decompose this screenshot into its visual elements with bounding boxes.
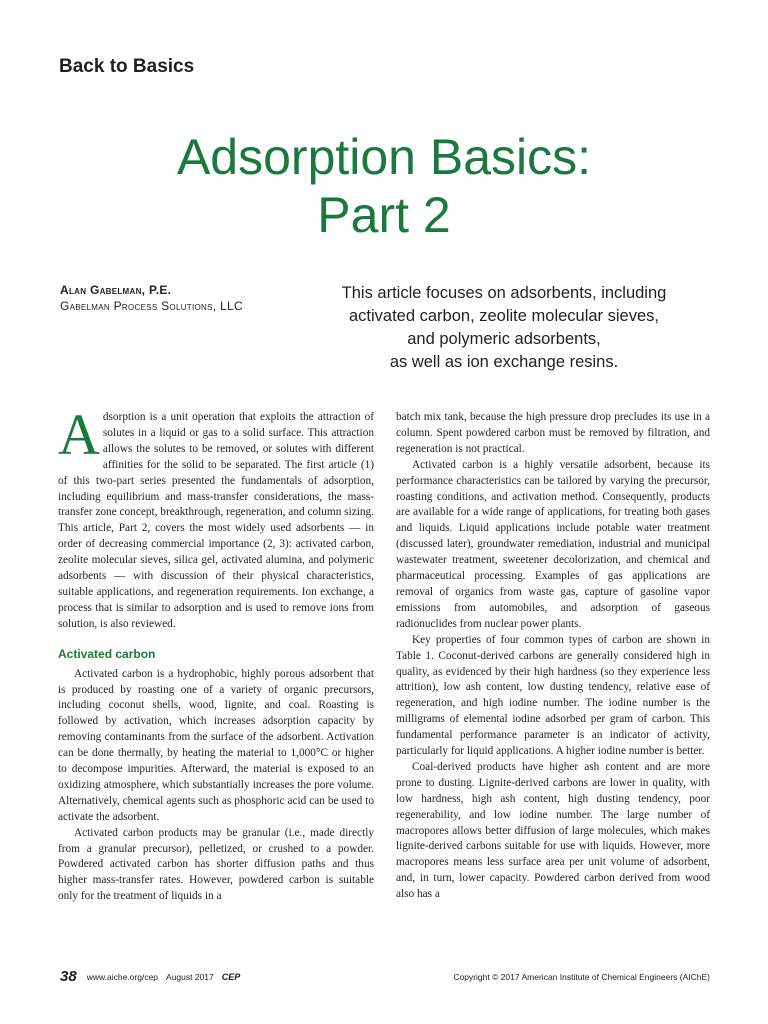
body-paragraph: Activated carbon is a hydrophobic, highly porous adsorbent that is produced by roasting one of a variety of organic precursors, including coconut shells, wood, lignite, and coal. Roasting is followed by activation, which increases adsorption capacity by removing contaminants from the surface of the adsorbent. Activation can be done thermally, by heating the material to 1,000°C or higher to decompose impurities. Afterward, the material is exposed to an oxidizing atmosphere, which substantially increases the pore volume. Alternatively, chemical agents such as phosphoric acid can be used to activate the adsorbent. bbox=[58, 667, 374, 823]
section-label: Back to Basics bbox=[59, 56, 195, 77]
article-deck bbox=[300, 282, 708, 374]
intro-paragraph bbox=[58, 402, 374, 633]
title-line-1: Adsorption Basics: bbox=[176, 129, 592, 185]
page-footer bbox=[60, 968, 710, 985]
section-heading-activated-carbon: Activated carbon bbox=[58, 646, 156, 661]
body-paragraph: batch mix tank, because the high pressure drop precludes its use in a column. Spent powdered carbon must be removed by filtration, and regeneration is not practical. bbox=[396, 411, 710, 455]
body-paragraph: Key properties of four common types of carbon are shown in Table 1. Coconut-derived carbons are generally considered high in quality, as evidenced by their high hardness (so they experience less attrition), low ash content, low dusting tendency, relative ease of regeneration, and high iodine number. The iodine number is the milligrams of elemental iodine adsorbed per gram of carbon. This fundamental performance parameter is an indicator of activity, particularly for liquid applications. A higher iodine number is better. bbox=[396, 633, 710, 758]
body-paragraph: Activated carbon products may be granular (i.e., made directly from a granular precursor), pelletized, or crushed to a powder. Powdered activated carbon has shorter diffusion paths and thus higher mass-transfer rates. However, powdered carbon is suitable only for the treatment of liquids in a bbox=[58, 826, 374, 903]
deck-line-2: activated carbon, zeolite molecular sieves, bbox=[349, 307, 659, 325]
deck-line-4: as well as ion exchange resins. bbox=[389, 353, 619, 371]
body-paragraph: Coal-derived products have higher ash content and are more prone to dusting. Lignite-derived carbons are lower in quality, with low hardness, high ash content, high dusting tendency, poor regenerability, and low iodine number. The large number of macropores allows better diffusion of large molecules, which makes lignite-derived carbons suitable for use with liquids. However, more macropores means less surface area per unit volume of adsorbent, and, in turn, lower capacity. Powdered carbon derived from wood also has a bbox=[396, 760, 710, 901]
drop-cap: A bbox=[58, 402, 100, 467]
author-block bbox=[60, 282, 243, 314]
deck-line-3: and polymeric adsorbents, bbox=[407, 330, 601, 348]
body-paragraph: Activated carbon is a highly versatile adsorbent, because its performance characteristics can be tailored by varying the precursor, roasting conditions, and activation method. Consequently, products are available for a wide range of applications, for treating both gases and liquids. Liquid applications include potable water treatment (discussed later), groundwater remediation, industrial and municipal wastewater treatment, sweetener decolorization, and chemical and pharmaceutical processing. Examples of gas applications are removal of organics from waste gas, capture of gasoline vapor emissions from automobiles, and adsorption of gaseous radionuclides from nuclear power plants. bbox=[396, 458, 710, 630]
footer-date: August 2017 bbox=[166, 971, 214, 982]
deck-line-1: This article focuses on adsorbents, including bbox=[341, 284, 667, 302]
magazine-logo: CEP bbox=[221, 971, 241, 982]
title-line-2: Part 2 bbox=[317, 187, 451, 243]
right-column bbox=[396, 410, 710, 903]
intro-text: dsorption is a unit operation that exploits the attraction of solutes in a liquid or gas to a solid surface. This attraction allows the solutes to be removed, or solutes with different affinities for the solid to be separated. The first article (1) of this two-part series presented the fundamentals of adsorption, including equilibrium and mass-transfer considerations, the mass-transfer zone concept, breakthrough, regeneration, and column sizing. This article, Part 2, covers the most widely used adsorbents — in order of decreasing commercial importance (2, 3): activated carbon, zeolite molecular sieves, silica gel, activated alumina, and polymeric adsorbents — with discussion of their physical characteristics, suitable applications, and regeneration requirements. Ion exchange, a process that is similar to adsorption and is used to remove ions from solution, is also reviewed. bbox=[58, 411, 374, 630]
copyright-notice: Copyright © 2017 American Institute of Chemical Engineers (AIChE) bbox=[453, 971, 710, 982]
page-number: 38 bbox=[60, 968, 77, 985]
author-name: Alan Gabelman, P.E. bbox=[60, 283, 172, 297]
author-organization: Gabelman Process Solutions, LLC bbox=[60, 299, 243, 313]
article-title bbox=[0, 128, 768, 244]
left-column bbox=[58, 402, 374, 905]
footer-url[interactable]: www.aiche.org/cep bbox=[86, 971, 159, 982]
